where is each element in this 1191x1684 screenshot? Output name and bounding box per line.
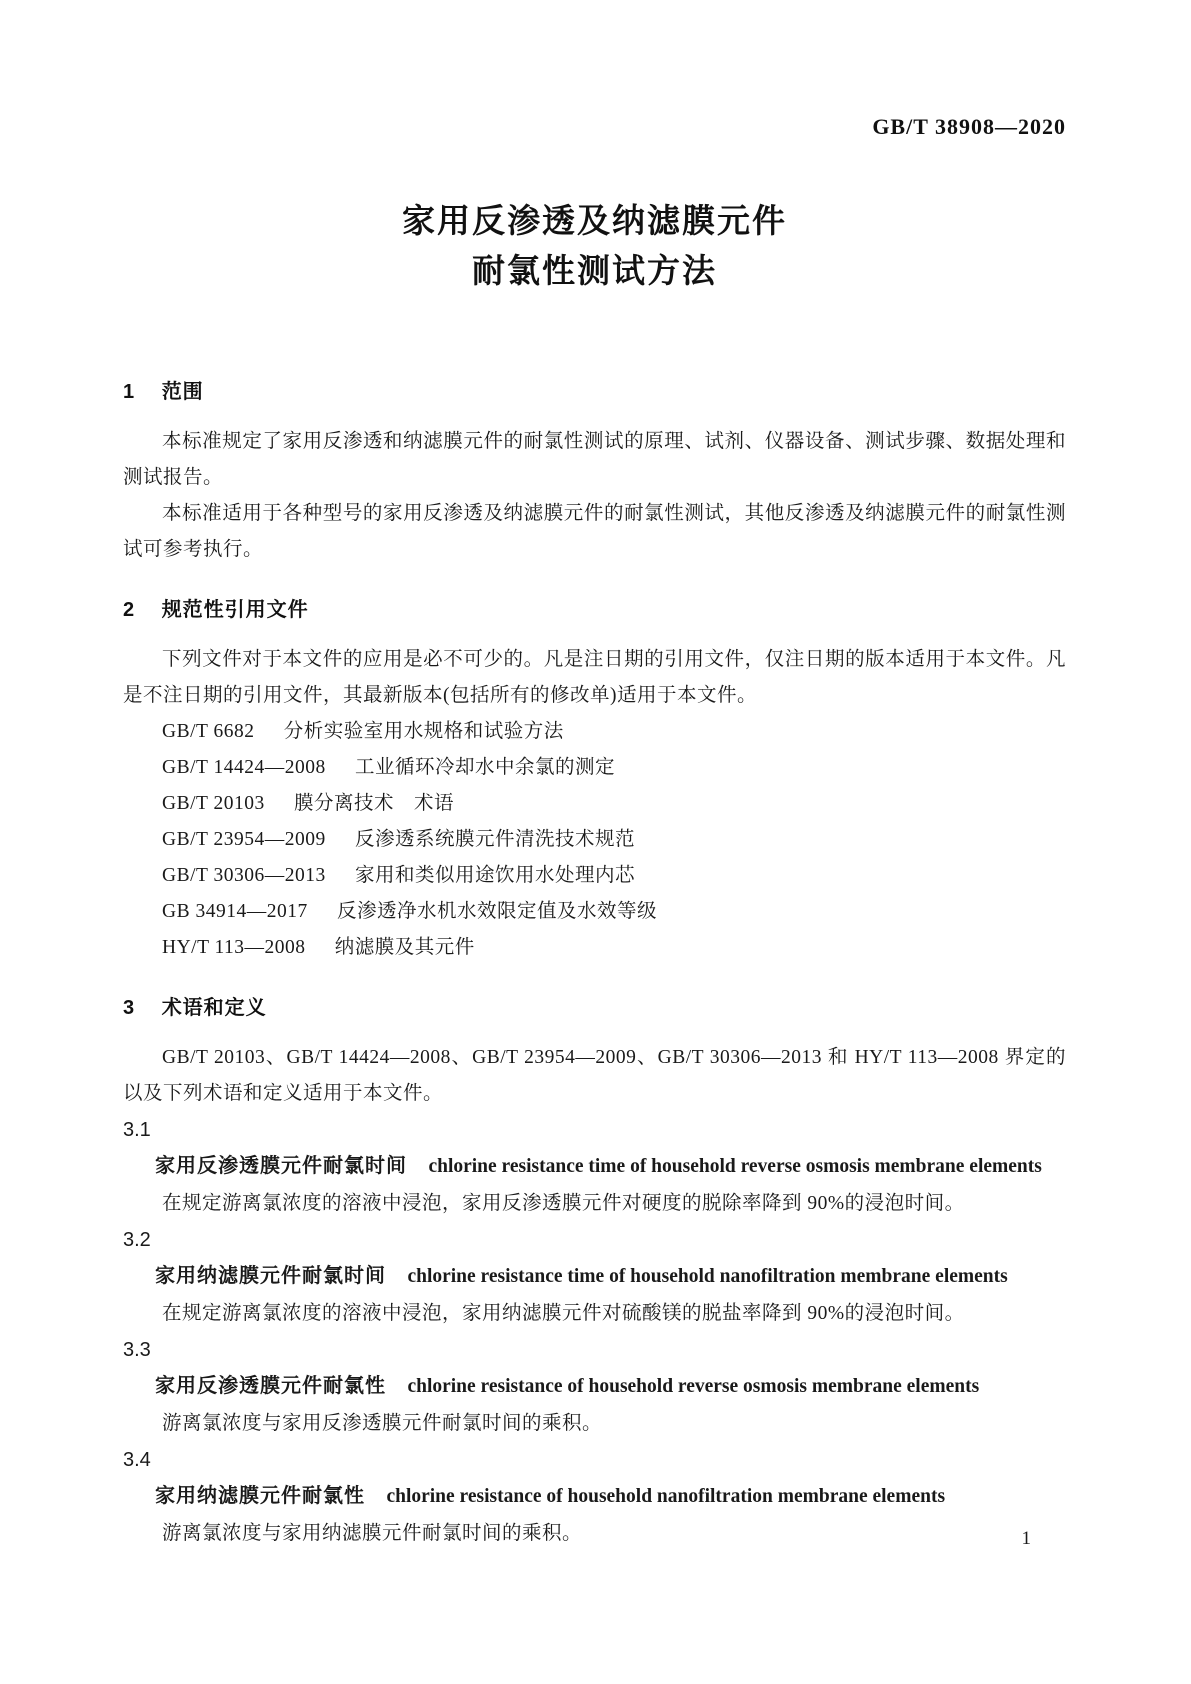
section-2-intro: 下列文件对于本文件的应用是必不可少的。凡是注日期的引用文件，仅注日期的版本适用于本文件。凡是不注日期的引用文件，其最新版本(包括所有的修改单)适用于本文件。: [123, 649, 1066, 706]
reference-item: [123, 930, 1066, 966]
term-definition: 在规定游离氯浓度的溶液中浸泡，家用反渗透膜元件对硬度的脱除率降到 90%的浸泡时间。: [162, 1193, 965, 1214]
section-3-intro: GB/T 20103、GB/T 14424—2008、GB/T 23954—2009、GB/T 30306—2013 和 HY/T 113—2008 界定的以及下列术语和定义适用于本文件。: [123, 1047, 1066, 1104]
term-name-en: chlorine resistance of household reverse osmosis membrane elements: [407, 1376, 980, 1397]
term-3-4: [123, 1442, 1066, 1552]
term-definition: 游离氯浓度与家用反渗透膜元件耐氯时间的乘积。: [162, 1413, 603, 1434]
section-1-paragraph-2: 本标准适用于各种型号的家用反渗透及纳滤膜元件的耐氯性测试，其他反渗透及纳滤膜元件的耐氯性测试可参考执行。: [123, 503, 1066, 560]
reference-title: 工业循环冷却水中余氯的测定: [354, 757, 615, 778]
reference-code: GB/T 6682: [162, 721, 255, 742]
term-title: [123, 1478, 1066, 1516]
section-number: 2: [123, 599, 136, 621]
reference-title: 反渗透净水机水效限定值及水效等级: [336, 901, 657, 922]
term-name-en: chlorine resistance time of household nanofiltration membrane elements: [407, 1266, 1008, 1287]
reference-item: [123, 894, 1066, 930]
term-3-3: [123, 1332, 1066, 1442]
term-name-zh: 家用反渗透膜元件耐氯时间: [155, 1155, 407, 1177]
document-title-line2: 耐氯性测试方法: [472, 252, 717, 289]
page-content: [123, 0, 1066, 1552]
section-1-paragraph-1: 本标准规定了家用反渗透和纳滤膜元件的耐氯性测试的原理、试剂、仪器设备、测试步骤、数据处理和测试报告。: [123, 431, 1066, 488]
reference-code: HY/T 113—2008: [162, 937, 306, 958]
term-title: [123, 1258, 1066, 1296]
section-number: 3: [123, 997, 136, 1019]
reference-code: GB/T 20103: [162, 793, 265, 814]
reference-code: GB 34914—2017: [162, 901, 308, 922]
term-name-zh: 家用纳滤膜元件耐氯性: [155, 1485, 365, 1507]
reference-title: 分析实验室用水规格和试验方法: [283, 721, 564, 742]
reference-title: 纳滤膜及其元件: [334, 937, 475, 958]
reference-title: 家用和类似用途饮用水处理内芯: [354, 865, 635, 886]
section-1-heading: [123, 380, 1066, 404]
section-title: 术语和定义: [161, 997, 267, 1019]
term-definition: 在规定游离氯浓度的溶液中浸泡，家用纳滤膜元件对硫酸镁的脱盐率降到 90%的浸泡时间。: [162, 1303, 965, 1324]
section-number: 1: [123, 381, 136, 403]
reference-item: [123, 822, 1066, 858]
term-name-en: chlorine resistance time of household reverse osmosis membrane elements: [428, 1156, 1042, 1177]
section-title: 范围: [161, 381, 204, 403]
term-title: [123, 1368, 1066, 1406]
reference-code: GB/T 23954—2009: [162, 829, 326, 850]
term-name-zh: 家用反渗透膜元件耐氯性: [155, 1375, 386, 1397]
reference-item: [123, 750, 1066, 786]
section-2-heading: [123, 598, 1066, 622]
term-title: [123, 1148, 1066, 1186]
term-name-zh: 家用纳滤膜元件耐氯时间: [155, 1265, 386, 1287]
reference-item: [123, 858, 1066, 894]
document-title: [123, 196, 1066, 296]
reference-item: [123, 714, 1066, 750]
term-number: 3.1: [123, 1119, 151, 1141]
reference-title: 膜分离技术 术语: [293, 793, 454, 814]
page-number: 1: [1021, 1528, 1031, 1549]
standard-number: GB/T 38908—2020: [872, 114, 1066, 139]
term-definition: 游离氯浓度与家用纳滤膜元件耐氯时间的乘积。: [162, 1523, 583, 1544]
term-3-2: [123, 1222, 1066, 1332]
reference-code: GB/T 14424—2008: [162, 757, 326, 778]
term-number: 3.3: [123, 1339, 151, 1361]
reference-title: 反渗透系统膜元件清洗技术规范: [354, 829, 635, 850]
term-name-en: chlorine resistance of household nanofiltration membrane elements: [386, 1486, 946, 1507]
term-3-1: [123, 1112, 1066, 1222]
reference-item: [123, 786, 1066, 822]
term-number: 3.2: [123, 1229, 151, 1251]
term-number: 3.4: [123, 1449, 151, 1471]
reference-code: GB/T 30306—2013: [162, 865, 326, 886]
section-title: 规范性引用文件: [161, 599, 309, 621]
section-3-heading: [123, 996, 1066, 1020]
document-title-line1: 家用反渗透及纳滤膜元件: [402, 202, 787, 239]
